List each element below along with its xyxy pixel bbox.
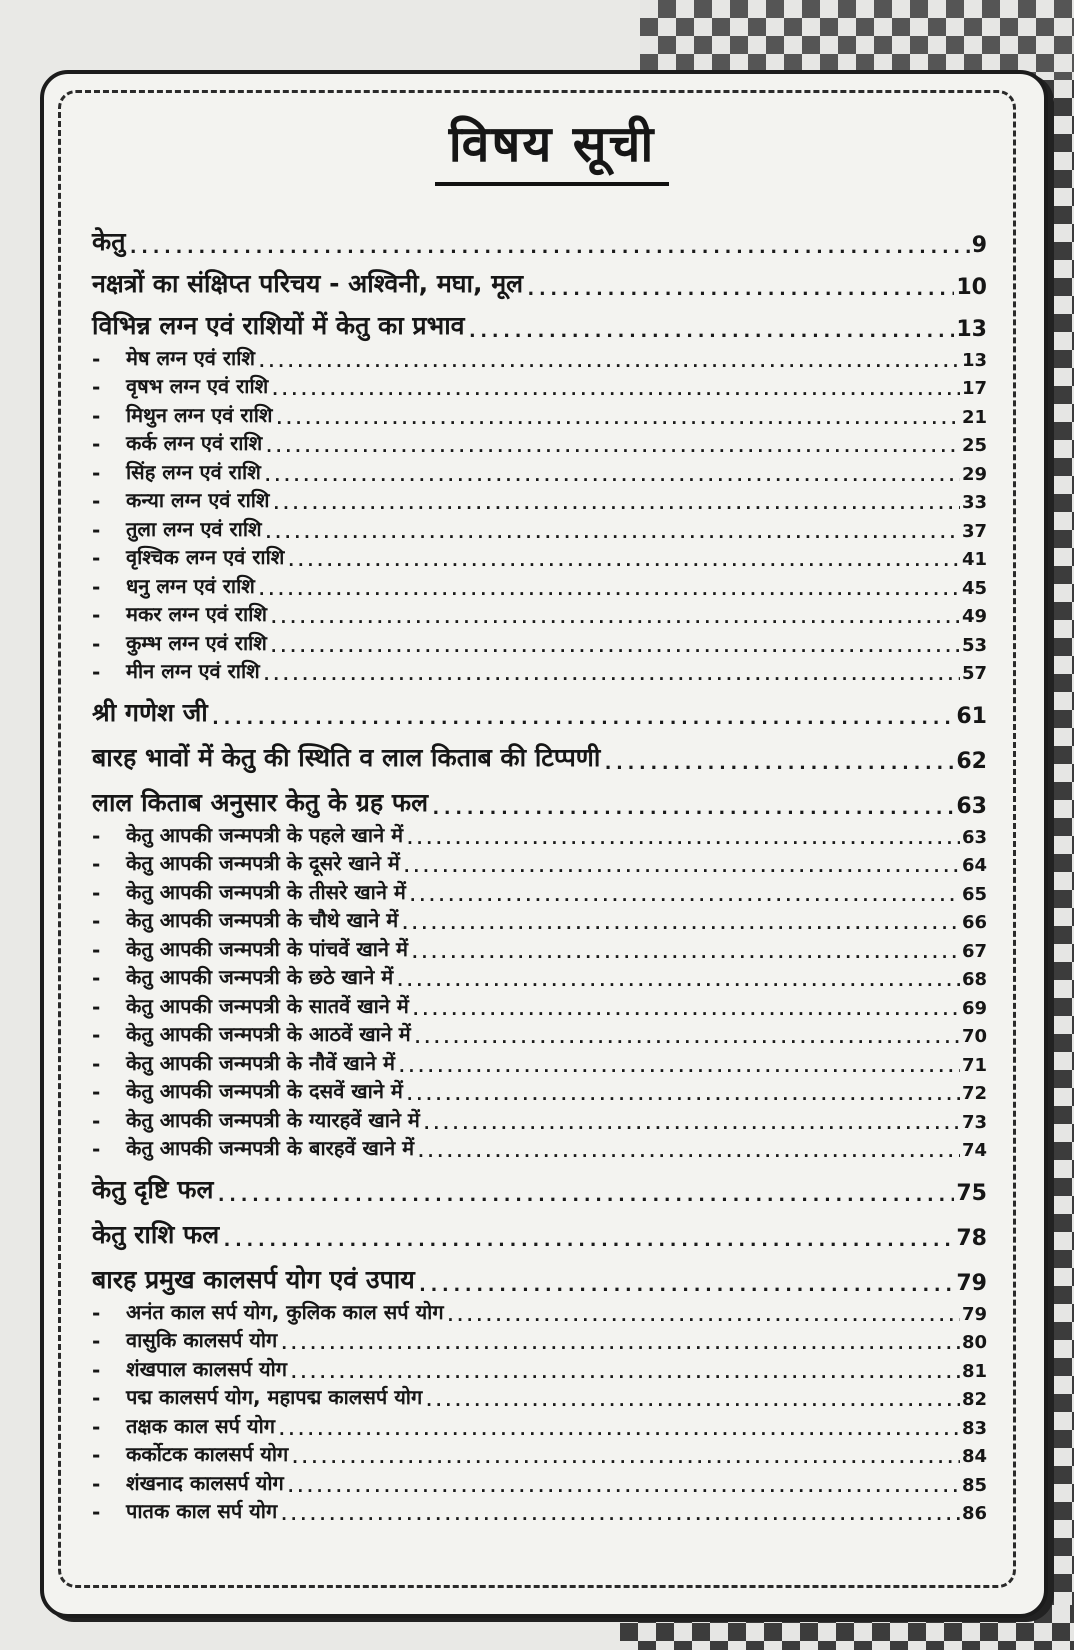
dot-leader: [467, 320, 955, 342]
toc-entry-title: केतु आपकी जन्मपत्री के आठवें खाने में: [126, 1022, 411, 1046]
toc-subentry: [92, 1076, 987, 1105]
page-title: विषय सूची: [435, 108, 670, 186]
dot-leader: [210, 707, 955, 729]
toc-page-number: 53: [961, 634, 987, 656]
toc-page-number: 61: [956, 704, 987, 729]
dot-leader: [127, 236, 969, 258]
toc-subentry: [92, 1047, 987, 1076]
dot-leader: [269, 608, 960, 627]
toc-page-number: 57: [961, 663, 987, 684]
toc-entry-title: केतु आपकी जन्मपत्री के दसवें खाने में: [126, 1079, 403, 1103]
toc-entry-title: सिंह लग्न एवं राशि: [126, 459, 261, 484]
toc-page-number: 9: [971, 233, 987, 258]
toc-entry-title: केतु आपकी जन्मपत्री के पहले खाने में: [126, 822, 404, 847]
toc-page-number: 75: [956, 1181, 987, 1206]
toc-entry-title: केतु आपकी जन्मपत्री के नौवें खाने में: [126, 1050, 395, 1075]
toc-subentry: [92, 933, 987, 962]
bullet-dash: -: [92, 1329, 101, 1353]
toc-page-number: 82: [961, 1389, 987, 1410]
dot-leader: [257, 580, 960, 599]
toc-entry-title: कर्कोटक कालसर्प योग: [126, 1442, 289, 1466]
toc-subentry: [92, 1382, 987, 1411]
dot-leader: [525, 278, 954, 300]
toc-entry-title: तक्षक काल सर्प योग: [126, 1413, 276, 1438]
toc-entry: [92, 1206, 987, 1251]
dot-leader: [405, 829, 960, 848]
dot-leader: [602, 752, 954, 774]
toc-page-number: 84: [961, 1446, 987, 1467]
toc-page-number: 37: [961, 520, 987, 542]
toc-entry: [92, 684, 987, 729]
toc-page-number: 85: [961, 1474, 987, 1496]
toc-page-number: 45: [961, 577, 987, 599]
dot-leader: [272, 494, 960, 513]
toc-page-number: 80: [961, 1332, 987, 1353]
toc-entry-title: केतु राशि फल: [92, 1220, 220, 1249]
bullet-dash: -: [92, 1414, 101, 1439]
toc-page-number: 49: [961, 606, 987, 627]
bullet-dash: -: [92, 966, 101, 990]
toc-page-number: 79: [961, 1303, 987, 1325]
toc-entry: [92, 774, 987, 819]
dot-leader: [410, 943, 960, 962]
toc-page-number: 41: [961, 549, 987, 570]
toc-subentry: [92, 656, 987, 685]
dot-leader: [221, 1229, 954, 1251]
dot-leader: [279, 1334, 960, 1353]
toc-entry-title: मीन लग्न एवं राशि: [126, 659, 260, 683]
toc-subentry: [92, 456, 987, 485]
table-of-contents: [92, 216, 987, 1524]
dot-leader: [395, 971, 960, 990]
dot-leader: [279, 1505, 960, 1524]
dot-leader: [416, 1142, 960, 1161]
toc-page-number: 81: [961, 1360, 987, 1382]
dot-leader: [430, 797, 954, 819]
toc-page-number: 71: [961, 1054, 987, 1076]
toc-entry-title: केतु आपकी जन्मपत्री के सातवें खाने में: [126, 993, 409, 1018]
dot-leader: [422, 1114, 960, 1133]
bullet-dash: -: [92, 1080, 101, 1104]
dot-leader: [270, 380, 960, 399]
bullet-dash: -: [92, 1471, 101, 1496]
toc-entry-title: वृश्चिक लग्न एवं राशि: [126, 545, 285, 569]
toc-page-number: 69: [961, 997, 987, 1019]
toc-page-number: 10: [956, 275, 987, 300]
bullet-dash: -: [92, 994, 101, 1019]
toc-entry-title: केतु आपकी जन्मपत्री के बारहवें खाने में: [126, 1136, 415, 1160]
toc-page-number: 72: [961, 1083, 987, 1104]
toc-subentry: [92, 1104, 987, 1133]
toc-entry: [92, 300, 987, 342]
toc-page-number: 83: [961, 1417, 987, 1439]
toc-subentry: [92, 399, 987, 428]
bullet-dash: -: [92, 1443, 101, 1467]
toc-page-number: 64: [961, 855, 987, 876]
toc-subentry: [92, 1496, 987, 1525]
toc-entry-title: केतु आपकी जन्मपत्री के तीसरे खाने में: [126, 879, 406, 904]
dot-leader: [262, 665, 960, 684]
bullet-dash: -: [92, 1023, 101, 1047]
toc-page-number: 74: [961, 1140, 987, 1161]
bullet-dash: -: [92, 823, 101, 848]
bullet-dash: -: [92, 1108, 101, 1133]
bullet-dash: -: [92, 1386, 101, 1410]
toc-entry-title: मकर लग्न एवं राशि: [126, 602, 267, 626]
dot-leader: [257, 352, 960, 371]
toc-page-number: 65: [961, 883, 987, 905]
bullet-dash: -: [92, 631, 101, 656]
dot-leader: [215, 1184, 954, 1206]
toc-subentry: [92, 1296, 987, 1325]
bullet-dash: -: [92, 460, 101, 485]
dot-leader: [413, 1028, 960, 1047]
toc-entry-title: बारह भावों में केतु की स्थिति व लाल किताब की टिप्पणी: [92, 743, 601, 772]
toc-subentry: [92, 905, 987, 934]
toc-entry-title: केतु आपकी जन्मपत्री के पांचवें खाने में: [126, 936, 408, 961]
toc-page-number: 17: [961, 378, 987, 399]
dot-leader: [402, 857, 960, 876]
bullet-dash: -: [92, 574, 101, 599]
toc-subentry: [92, 1133, 987, 1162]
toc-page-number: 25: [961, 435, 987, 456]
toc-page-number: 13: [961, 349, 987, 371]
toc-subentry: [92, 627, 987, 656]
bullet-dash: -: [92, 517, 101, 542]
toc-subentry: [92, 962, 987, 991]
bullet-dash: -: [92, 909, 101, 933]
toc-entry: [92, 216, 987, 258]
toc-entry-title: पद्म कालसर्प योग, महापद्म कालसर्प योग: [126, 1385, 423, 1409]
toc-page-number: 33: [961, 492, 987, 513]
dot-leader: [289, 1363, 960, 1382]
toc-page-number: 63: [961, 826, 987, 848]
toc-entry-title: कुम्भ लग्न एवं राशि: [126, 630, 267, 655]
dot-leader: [397, 1057, 960, 1076]
bullet-dash: -: [92, 546, 101, 570]
toc-subentry: [92, 485, 987, 514]
toc-entry-title: विभिन्न लग्न एवं राशियों में केतु का प्रभाव: [92, 311, 465, 340]
toc-page-number: 66: [961, 912, 987, 933]
toc-entry-title: केतु आपकी जन्मपत्री के दूसरे खाने में: [126, 851, 400, 875]
bullet-dash: -: [92, 375, 101, 399]
toc-entry-title: वासुकि कालसर्प योग: [126, 1328, 278, 1352]
toc-subentry: [92, 513, 987, 542]
toc-entry: [92, 729, 987, 774]
toc-subentry: [92, 1353, 987, 1382]
toc-page-number: 62: [956, 749, 987, 774]
toc-subentry: [92, 1325, 987, 1354]
toc-page-number: 73: [961, 1111, 987, 1133]
toc-subentry: [92, 848, 987, 877]
toc-page-number: 78: [956, 1226, 987, 1251]
toc-entry-title: बारह प्रमुख कालसर्प योग एवं उपाय: [92, 1265, 415, 1294]
dot-leader: [411, 1000, 960, 1019]
toc-entry-title: केतु आपकी जन्मपत्री के चौथे खाने में: [126, 908, 399, 932]
toc-subentry: [92, 570, 987, 599]
toc-entry-title: केतु आपकी जन्मपत्री के ग्यारहवें खाने में: [126, 1107, 420, 1132]
toc-entry: [92, 258, 987, 300]
toc-page-number: 79: [956, 1271, 987, 1296]
toc-entry-title: शंखनाद कालसर्प योग: [126, 1470, 284, 1495]
toc-subentry: [92, 876, 987, 905]
dot-leader: [275, 409, 960, 428]
toc-subentry: [92, 371, 987, 400]
bullet-dash: -: [92, 937, 101, 962]
dot-leader: [264, 437, 960, 456]
bullet-dash: -: [92, 1500, 101, 1524]
toc-subentry: [92, 342, 987, 371]
toc-entry-title: अनंत काल सर्प योग, कुलिक काल सर्प योग: [126, 1299, 444, 1324]
bullet-dash: -: [92, 880, 101, 905]
toc-entry-title: धनु लग्न एवं राशि: [126, 573, 255, 598]
toc-entry-title: मिथुन लग्न एवं राशि: [126, 402, 273, 427]
bullet-dash: -: [92, 852, 101, 876]
bullet-dash: -: [92, 603, 101, 627]
dot-leader: [408, 886, 960, 905]
dot-leader: [424, 1391, 960, 1410]
toc-page-number: 13: [956, 317, 987, 342]
dot-leader: [269, 637, 960, 656]
bullet-dash: -: [92, 432, 101, 456]
bullet-dash: -: [92, 1051, 101, 1076]
dot-leader: [263, 466, 960, 485]
bullet-dash: -: [92, 660, 101, 684]
toc-page-number: 21: [961, 406, 987, 428]
toc-page-number: 67: [961, 940, 987, 962]
dot-leader: [286, 551, 960, 570]
toc-subentry: [92, 1439, 987, 1468]
toc-entry: [92, 1161, 987, 1206]
toc-subentry: [92, 599, 987, 628]
toc-page-number: 68: [961, 969, 987, 990]
toc-entry-title: केतु दृष्टि फल: [92, 1175, 214, 1204]
toc-entry-title: केतु आपकी जन्मपत्री के छठे खाने में: [126, 965, 394, 989]
dot-leader: [446, 1306, 960, 1325]
title-block: [0, 108, 1074, 186]
toc-subentry: [92, 428, 987, 457]
toc-entry: [92, 1251, 987, 1296]
toc-entry-title: नक्षत्रों का संक्षिप्त परिचय - अश्विनी, मघा, मूल: [92, 269, 524, 298]
toc-subentry: [92, 819, 987, 848]
bullet-dash: -: [92, 346, 101, 371]
bullet-dash: -: [92, 1137, 101, 1161]
toc-page-number: 70: [961, 1026, 987, 1047]
dot-leader: [264, 523, 960, 542]
bullet-dash: -: [92, 403, 101, 428]
toc-entry-title: लाल किताब अनुसार केतु के ग्रह फल: [92, 788, 429, 817]
toc-page-number: 63: [956, 794, 987, 819]
toc-subentry: [92, 1019, 987, 1048]
toc-subentry: [92, 1410, 987, 1439]
toc-entry-title: मेष लग्न एवं राशि: [126, 345, 256, 370]
toc-page-number: 86: [961, 1503, 987, 1524]
bullet-dash: -: [92, 1357, 101, 1382]
toc-entry-title: कन्या लग्न एवं राशि: [126, 488, 270, 512]
dot-leader: [277, 1420, 960, 1439]
toc-page-number: 29: [961, 463, 987, 485]
bullet-dash: -: [92, 489, 101, 513]
dot-leader: [290, 1448, 960, 1467]
dot-leader: [286, 1477, 960, 1496]
toc-subentry: [92, 542, 987, 571]
dot-leader: [400, 914, 960, 933]
toc-entry-title: पातक काल सर्प योग: [126, 1499, 278, 1523]
toc-entry-title: तुला लग्न एवं राशि: [126, 516, 262, 541]
toc-entry-title: शंखपाल कालसर्प योग: [126, 1356, 288, 1381]
toc-entry-title: कर्क लग्न एवं राशि: [126, 431, 263, 455]
toc-entry-title: वृषभ लग्न एवं राशि: [126, 374, 269, 398]
dot-leader: [405, 1085, 960, 1104]
bullet-dash: -: [92, 1300, 101, 1325]
toc-subentry: [92, 990, 987, 1019]
dot-leader: [417, 1274, 955, 1296]
toc-entry-title: केतु: [92, 227, 126, 256]
toc-subentry: [92, 1467, 987, 1496]
toc-entry-title: श्री गणेश जी: [92, 698, 208, 727]
